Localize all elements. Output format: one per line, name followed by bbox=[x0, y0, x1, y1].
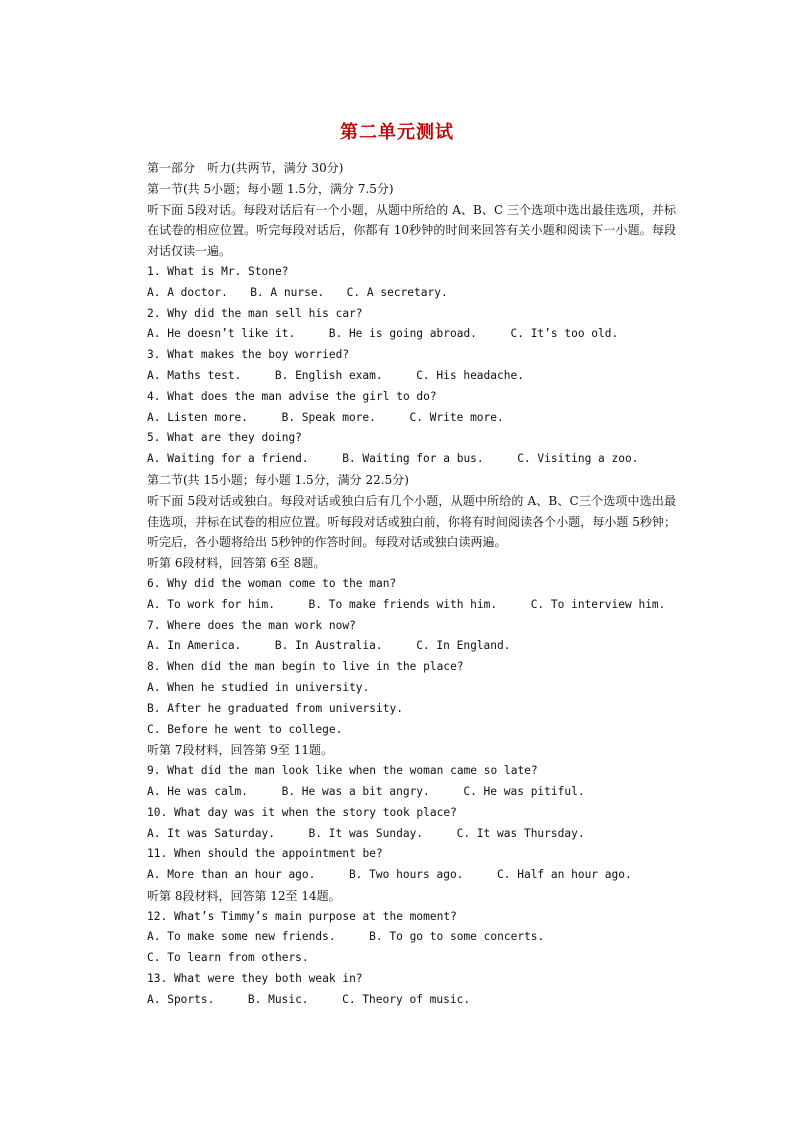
question-10-stem: 10. What day was it when the story took place? bbox=[147, 805, 457, 819]
question-1-stem: 1. What is Mr. Stone? bbox=[147, 264, 289, 278]
question-9-options: A. He was calm. B. He was a bit angry. C. He was pitiful. bbox=[147, 784, 585, 798]
section2-instructions: 听下面 5段对话或独白。每段对话或独白后有几个小题，从题中所给的 A、B、C三个选项中选出最佳选项，并标在试卷的相应位置。听每段对话或独白前，你将有时间阅读各个小题，每小题 5秒钟；听完后，各小题将给出 5秒钟的作答时间。每段对话或独白读两遍。 bbox=[147, 493, 676, 550]
question-6-stem: 6. Why did the woman come to the man? bbox=[147, 576, 397, 590]
exam-content bbox=[119, 158, 676, 1011]
question-8-option-a: A. When he studied in university. bbox=[147, 680, 370, 694]
question-2-options: A. He doesn’t like it. B. He is going abroad. C. It’s too old. bbox=[147, 327, 619, 341]
page-title: 第二单元测试 bbox=[340, 122, 454, 143]
question-10-options: A. It was Saturday. B. It was Sunday. C. It was Thursday. bbox=[147, 826, 585, 840]
question-3-options: A. Maths test. B. English exam. C. His headache. bbox=[147, 368, 524, 382]
question-11-options: A. More than an hour ago. B. Two hours ago. C. Half an hour ago. bbox=[147, 868, 632, 882]
question-8-stem: 8. When did the man begin to live in the place? bbox=[147, 660, 464, 674]
question-4-options: A. Listen more. B. Speak more. C. Write more. bbox=[147, 410, 504, 424]
question-12-options-ab: A. To make some new friends. B. To go to some concerts. bbox=[147, 930, 545, 944]
section2-heading: 第二节(共 15小题；每小题 1.5分，满分 22.5分) bbox=[147, 472, 409, 487]
section1-instructions: 听下面 5段对话。每段对话后有一个小题，从题中所给的 A、B、C 三个选项中选出最佳选项，并标在试卷的相应位置。听完每段对话后，你都有 10秒钟的时间来回答有关小题和阅读下一小题。每段对话仅读一遍。 bbox=[147, 202, 676, 259]
question-7-options: A. In America. B. In Australia. C. In England. bbox=[147, 639, 511, 653]
question-13-options: A. Sports. B. Music. C. Theory of music. bbox=[147, 992, 471, 1006]
material-8-heading: 听第 8段材料，回答第 12至 14题。 bbox=[147, 888, 341, 903]
question-3-stem: 3. What makes the boy worried? bbox=[147, 348, 350, 362]
question-9-stem: 9. What did the man look like when the woman came so late? bbox=[147, 764, 538, 778]
question-1-options: A. A doctor. B. A nurse. C. A secretary. bbox=[147, 285, 448, 299]
question-5-options: A. Waiting for a friend. B. Waiting for a bus. C. Visiting a zoo. bbox=[147, 452, 639, 466]
question-13-stem: 13. What were they both weak in? bbox=[147, 972, 363, 986]
question-12-option-c: C. To learn from others. bbox=[147, 951, 309, 965]
material-6-heading: 听第 6段材料，回答第 6至 8题。 bbox=[147, 556, 326, 571]
question-8-option-c: C. Before he went to college. bbox=[147, 722, 343, 736]
section1-heading: 第一节(共 5小题；每小题 1.5分，满分 7.5分) bbox=[147, 181, 394, 196]
question-5-stem: 5. What are they doing? bbox=[147, 431, 302, 445]
question-8-option-b: B. After he graduated from university. bbox=[147, 701, 403, 715]
part1-heading: 第一部分 听力(共两节，满分 30分) bbox=[147, 161, 344, 175]
question-6-options: A. To work for him. B. To make friends with him. C. To interview him. bbox=[147, 597, 666, 611]
question-2-stem: 2. Why did the man sell his car? bbox=[147, 306, 363, 320]
question-4-stem: 4. What does the man advise the girl to do? bbox=[147, 389, 437, 403]
question-11-stem: 11. When should the appointment be? bbox=[147, 847, 383, 861]
question-12-stem: 12. What’s Timmy’s main purpose at the moment? bbox=[147, 909, 457, 923]
question-7-stem: 7. Where does the man work now? bbox=[147, 618, 356, 632]
material-7-heading: 听第 7段材料，回答第 9至 11题。 bbox=[147, 743, 333, 758]
